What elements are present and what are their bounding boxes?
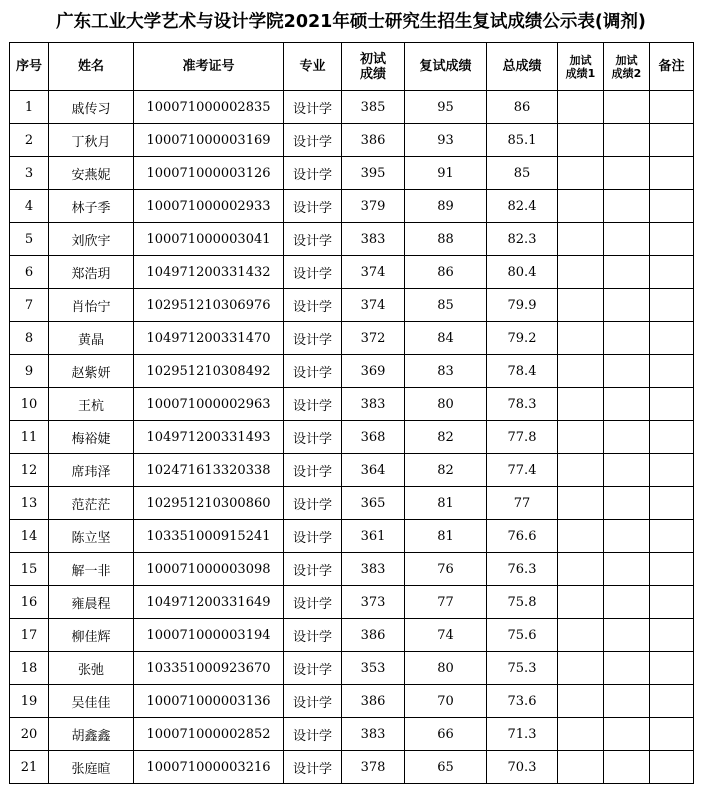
cell-bonus2: [604, 223, 650, 256]
cell-major: 设计学: [284, 685, 342, 718]
cell-major: 设计学: [284, 190, 342, 223]
cell-name: 梅裕婕: [49, 421, 134, 454]
cell-bonus1: [558, 553, 604, 586]
cell-name: 席玮泽: [49, 454, 134, 487]
cell-total-score: 75.6: [487, 619, 558, 652]
cell-seq: 19: [10, 685, 49, 718]
cell-remark: [650, 520, 694, 553]
cell-bonus2: [604, 322, 650, 355]
cell-bonus1: [558, 619, 604, 652]
cell-initial-score: 385: [342, 91, 405, 124]
cell-name: 雍晨程: [49, 586, 134, 619]
cell-exam-id: 100071000002835: [134, 91, 284, 124]
cell-remark: [650, 355, 694, 388]
cell-seq: 20: [10, 718, 49, 751]
cell-major: 设计学: [284, 487, 342, 520]
cell-initial-score: 383: [342, 553, 405, 586]
cell-remark: [650, 124, 694, 157]
cell-name: 黄晶: [49, 322, 134, 355]
cell-retest-score: 66: [405, 718, 487, 751]
table-row: [10, 355, 694, 388]
cell-exam-id: 100071000003136: [134, 685, 284, 718]
cell-bonus2: [604, 355, 650, 388]
cell-exam-id: 104971200331493: [134, 421, 284, 454]
cell-initial-score: 373: [342, 586, 405, 619]
cell-seq: 10: [10, 388, 49, 421]
cell-initial-score: 379: [342, 190, 405, 223]
cell-seq: 8: [10, 322, 49, 355]
cell-total-score: 76.3: [487, 553, 558, 586]
table-row: [10, 322, 694, 355]
cell-remark: [650, 652, 694, 685]
cell-bonus2: [604, 751, 650, 784]
cell-seq: 6: [10, 256, 49, 289]
cell-total-score: 80.4: [487, 256, 558, 289]
cell-exam-id: 100071000002933: [134, 190, 284, 223]
cell-total-score: 79.2: [487, 322, 558, 355]
cell-bonus2: [604, 454, 650, 487]
cell-total-score: 85.1: [487, 124, 558, 157]
score-table: [9, 42, 694, 784]
cell-major: 设计学: [284, 355, 342, 388]
cell-bonus1: [558, 751, 604, 784]
cell-bonus2: [604, 652, 650, 685]
table-row: [10, 124, 694, 157]
header-remark: 备注: [650, 43, 694, 91]
cell-bonus1: [558, 322, 604, 355]
cell-bonus2: [604, 157, 650, 190]
cell-retest-score: 70: [405, 685, 487, 718]
cell-total-score: 70.3: [487, 751, 558, 784]
cell-major: 设计学: [284, 289, 342, 322]
cell-name: 范茫茫: [49, 487, 134, 520]
cell-retest-score: 74: [405, 619, 487, 652]
cell-bonus1: [558, 124, 604, 157]
cell-seq: 21: [10, 751, 49, 784]
cell-exam-id: 100071000002852: [134, 718, 284, 751]
cell-exam-id: 102951210306976: [134, 289, 284, 322]
cell-bonus2: [604, 487, 650, 520]
cell-major: 设计学: [284, 718, 342, 751]
cell-total-score: 85: [487, 157, 558, 190]
cell-name: 胡鑫鑫: [49, 718, 134, 751]
cell-remark: [650, 91, 694, 124]
cell-remark: [650, 586, 694, 619]
cell-remark: [650, 619, 694, 652]
table-row: [10, 685, 694, 718]
cell-remark: [650, 454, 694, 487]
cell-bonus2: [604, 91, 650, 124]
cell-seq: 9: [10, 355, 49, 388]
cell-retest-score: 81: [405, 520, 487, 553]
cell-bonus1: [558, 289, 604, 322]
cell-total-score: 76.6: [487, 520, 558, 553]
cell-seq: 18: [10, 652, 49, 685]
cell-total-score: 78.4: [487, 355, 558, 388]
cell-retest-score: 89: [405, 190, 487, 223]
cell-name: 戚传习: [49, 91, 134, 124]
cell-initial-score: 374: [342, 289, 405, 322]
cell-seq: 2: [10, 124, 49, 157]
cell-seq: 3: [10, 157, 49, 190]
cell-initial-score: 369: [342, 355, 405, 388]
header-name: 姓名: [49, 43, 134, 91]
cell-bonus1: [558, 223, 604, 256]
cell-major: 设计学: [284, 553, 342, 586]
cell-name: 肖怡宁: [49, 289, 134, 322]
header-exam-id: 准考证号: [134, 43, 284, 91]
header-bonus1: [558, 43, 604, 91]
cell-total-score: 82.3: [487, 223, 558, 256]
cell-retest-score: 80: [405, 652, 487, 685]
cell-initial-score: 374: [342, 256, 405, 289]
cell-exam-id: 102951210300860: [134, 487, 284, 520]
cell-seq: 12: [10, 454, 49, 487]
cell-initial-score: 378: [342, 751, 405, 784]
cell-major: 设计学: [284, 652, 342, 685]
table-row: [10, 553, 694, 586]
cell-bonus2: [604, 619, 650, 652]
cell-major: 设计学: [284, 454, 342, 487]
cell-name: 张弛: [49, 652, 134, 685]
cell-total-score: 77.4: [487, 454, 558, 487]
cell-initial-score: 383: [342, 718, 405, 751]
header-initial-line1: 初试: [359, 51, 386, 67]
cell-major: 设计学: [284, 586, 342, 619]
cell-seq: 5: [10, 223, 49, 256]
cell-bonus2: [604, 289, 650, 322]
cell-retest-score: 95: [405, 91, 487, 124]
header-initial-score: [342, 43, 405, 91]
cell-retest-score: 93: [405, 124, 487, 157]
cell-retest-score: 84: [405, 322, 487, 355]
cell-seq: 7: [10, 289, 49, 322]
cell-initial-score: 386: [342, 124, 405, 157]
cell-exam-id: 100071000003098: [134, 553, 284, 586]
cell-major: 设计学: [284, 751, 342, 784]
cell-name: 郑浩玥: [49, 256, 134, 289]
cell-remark: [650, 289, 694, 322]
cell-total-score: 77.8: [487, 421, 558, 454]
cell-seq: 11: [10, 421, 49, 454]
table-row: [10, 421, 694, 454]
cell-major: 设计学: [284, 388, 342, 421]
cell-bonus2: [604, 190, 650, 223]
page-title: 广东工业大学艺术与设计学院2021年硕士研究生招生复试成绩公示表(调剂): [56, 12, 646, 32]
cell-exam-id: 103351000915241: [134, 520, 284, 553]
table-row: [10, 454, 694, 487]
cell-exam-id: 100071000002963: [134, 388, 284, 421]
header-bonus2-line1: 加试: [615, 53, 638, 67]
cell-name: 柳佳辉: [49, 619, 134, 652]
header-initial-line2: 成绩: [359, 66, 386, 82]
cell-retest-score: 77: [405, 586, 487, 619]
cell-remark: [650, 685, 694, 718]
cell-bonus2: [604, 586, 650, 619]
cell-name: 刘欣宇: [49, 223, 134, 256]
cell-bonus1: [558, 652, 604, 685]
table-row: [10, 586, 694, 619]
header-total-score: 总成绩: [487, 43, 558, 91]
cell-remark: [650, 751, 694, 784]
cell-name: 吴佳佳: [49, 685, 134, 718]
cell-remark: [650, 322, 694, 355]
header-major: 专业: [284, 43, 342, 91]
table-body: [10, 91, 694, 784]
cell-retest-score: 85: [405, 289, 487, 322]
table-row: [10, 652, 694, 685]
cell-name: 张庭暄: [49, 751, 134, 784]
cell-name: 安燕妮: [49, 157, 134, 190]
cell-initial-score: 395: [342, 157, 405, 190]
cell-seq: 17: [10, 619, 49, 652]
cell-bonus1: [558, 421, 604, 454]
cell-total-score: 77: [487, 487, 558, 520]
cell-major: 设计学: [284, 91, 342, 124]
cell-remark: [650, 223, 694, 256]
cell-total-score: 79.9: [487, 289, 558, 322]
cell-total-score: 75.3: [487, 652, 558, 685]
cell-total-score: 82.4: [487, 190, 558, 223]
cell-initial-score: 353: [342, 652, 405, 685]
cell-bonus2: [604, 520, 650, 553]
cell-bonus2: [604, 388, 650, 421]
cell-seq: 14: [10, 520, 49, 553]
cell-bonus1: [558, 685, 604, 718]
cell-name: 陈立坚: [49, 520, 134, 553]
cell-retest-score: 88: [405, 223, 487, 256]
header-bonus1-line1: 加试: [569, 53, 592, 67]
cell-bonus2: [604, 421, 650, 454]
cell-exam-id: 104971200331649: [134, 586, 284, 619]
cell-major: 设计学: [284, 124, 342, 157]
table-row: [10, 91, 694, 124]
cell-bonus1: [558, 487, 604, 520]
table-header: [10, 43, 694, 91]
table-row: [10, 619, 694, 652]
cell-bonus1: [558, 355, 604, 388]
cell-seq: 15: [10, 553, 49, 586]
cell-bonus2: [604, 553, 650, 586]
table-row: [10, 157, 694, 190]
table-row: [10, 190, 694, 223]
cell-exam-id: 104971200331470: [134, 322, 284, 355]
header-retest-score: 复试成绩: [405, 43, 487, 91]
cell-bonus1: [558, 520, 604, 553]
cell-bonus1: [558, 718, 604, 751]
cell-major: 设计学: [284, 157, 342, 190]
cell-retest-score: 80: [405, 388, 487, 421]
table-row: [10, 289, 694, 322]
cell-total-score: 86: [487, 91, 558, 124]
cell-name: 解一非: [49, 553, 134, 586]
cell-initial-score: 383: [342, 223, 405, 256]
cell-bonus2: [604, 685, 650, 718]
cell-initial-score: 361: [342, 520, 405, 553]
cell-total-score: 75.8: [487, 586, 558, 619]
cell-seq: 13: [10, 487, 49, 520]
cell-exam-id: 100071000003041: [134, 223, 284, 256]
cell-name: 林子季: [49, 190, 134, 223]
cell-exam-id: 102471613320338: [134, 454, 284, 487]
cell-name: 丁秋月: [49, 124, 134, 157]
header-bonus2-line2: 成绩2: [611, 66, 642, 80]
cell-bonus1: [558, 190, 604, 223]
cell-retest-score: 76: [405, 553, 487, 586]
header-bonus2: [604, 43, 650, 91]
cell-bonus1: [558, 388, 604, 421]
cell-remark: [650, 487, 694, 520]
cell-major: 设计学: [284, 322, 342, 355]
cell-total-score: 73.6: [487, 685, 558, 718]
cell-exam-id: 100071000003126: [134, 157, 284, 190]
cell-retest-score: 81: [405, 487, 487, 520]
cell-initial-score: 372: [342, 322, 405, 355]
cell-seq: 16: [10, 586, 49, 619]
cell-remark: [650, 256, 694, 289]
cell-bonus2: [604, 256, 650, 289]
cell-initial-score: 383: [342, 388, 405, 421]
cell-major: 设计学: [284, 223, 342, 256]
cell-retest-score: 83: [405, 355, 487, 388]
cell-exam-id: 100071000003194: [134, 619, 284, 652]
cell-name: 赵紫妍: [49, 355, 134, 388]
cell-initial-score: 364: [342, 454, 405, 487]
cell-remark: [650, 388, 694, 421]
cell-remark: [650, 553, 694, 586]
cell-remark: [650, 190, 694, 223]
cell-major: 设计学: [284, 256, 342, 289]
table-row: [10, 718, 694, 751]
cell-seq: 1: [10, 91, 49, 124]
cell-retest-score: 91: [405, 157, 487, 190]
cell-exam-id: 103351000923670: [134, 652, 284, 685]
cell-exam-id: 100071000003169: [134, 124, 284, 157]
table-row: [10, 388, 694, 421]
cell-bonus1: [558, 157, 604, 190]
table-row: [10, 223, 694, 256]
cell-exam-id: 102951210308492: [134, 355, 284, 388]
cell-remark: [650, 421, 694, 454]
cell-initial-score: 386: [342, 685, 405, 718]
cell-remark: [650, 157, 694, 190]
cell-exam-id: 100071000003216: [134, 751, 284, 784]
table-row: [10, 256, 694, 289]
cell-retest-score: 82: [405, 454, 487, 487]
cell-initial-score: 365: [342, 487, 405, 520]
cell-name: 王杭: [49, 388, 134, 421]
table-row: [10, 487, 694, 520]
cell-exam-id: 104971200331432: [134, 256, 284, 289]
cell-bonus2: [604, 718, 650, 751]
cell-initial-score: 386: [342, 619, 405, 652]
cell-retest-score: 86: [405, 256, 487, 289]
cell-remark: [650, 718, 694, 751]
header-row: [10, 43, 694, 91]
table-row: [10, 751, 694, 784]
cell-bonus1: [558, 454, 604, 487]
cell-bonus2: [604, 124, 650, 157]
cell-seq: 4: [10, 190, 49, 223]
cell-total-score: 78.3: [487, 388, 558, 421]
header-bonus1-line2: 成绩1: [565, 66, 596, 80]
cell-total-score: 71.3: [487, 718, 558, 751]
cell-major: 设计学: [284, 421, 342, 454]
cell-initial-score: 368: [342, 421, 405, 454]
cell-bonus1: [558, 256, 604, 289]
cell-retest-score: 65: [405, 751, 487, 784]
cell-major: 设计学: [284, 619, 342, 652]
cell-major: 设计学: [284, 520, 342, 553]
header-seq: 序号: [10, 43, 49, 91]
cell-bonus1: [558, 91, 604, 124]
table-row: [10, 520, 694, 553]
cell-retest-score: 82: [405, 421, 487, 454]
cell-bonus1: [558, 586, 604, 619]
